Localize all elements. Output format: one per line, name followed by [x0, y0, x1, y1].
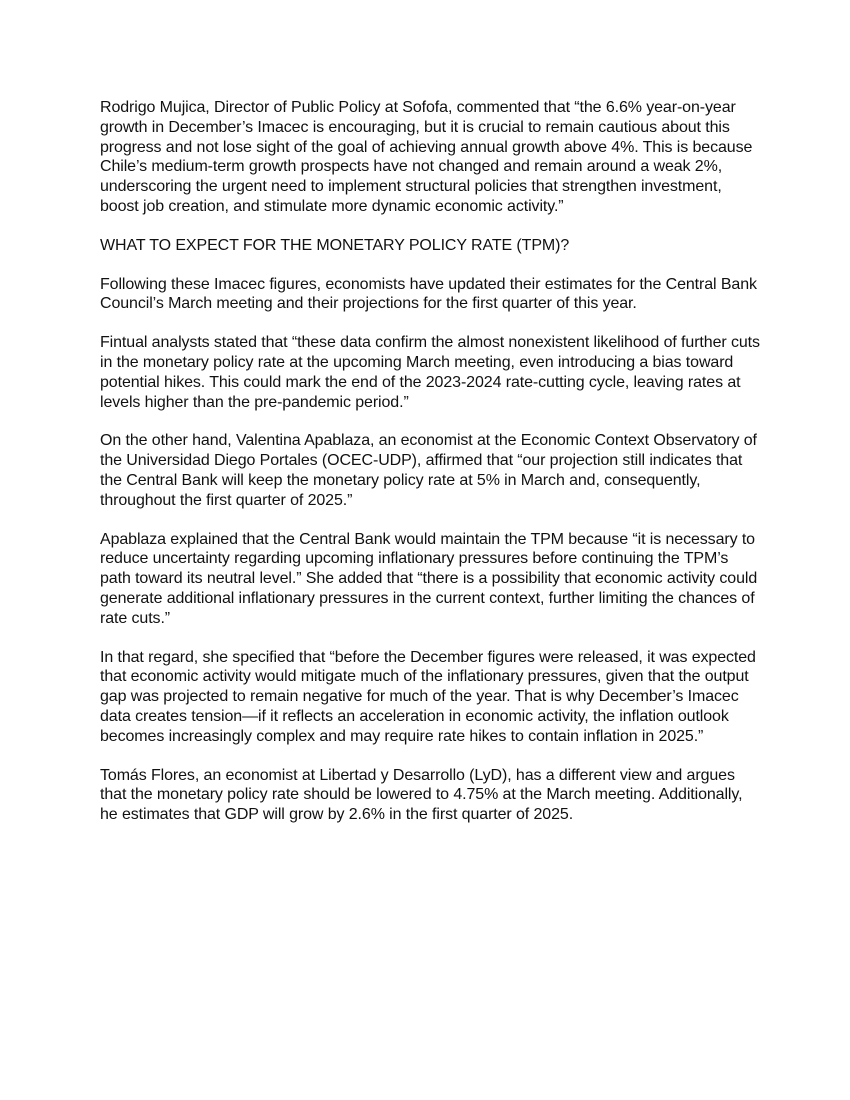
paragraph-fintual: Fintual analysts stated that “these data confirm the almost nonexistent likelihood of further cuts in the monetary policy rate at the upcoming March meeting, even introducing a bias toward potential hikes. This could mark the end of the 2023-2024 rate-cutting cycle, leaving rates at levels higher than the pre-pandemic period.”	[100, 334, 760, 411]
paragraph-mujica-quote: Rodrigo Mujica, Director of Public Policy at Sofofa, commented that “the 6.6% year-on-year growth in December’s Imacec is encouraging, but it is crucial to remain cautious about this progress and not lose sight of the goal of achieving annual growth above 4%. This is because Chile’s medium-term growth prospects have not changed and remain around a weak 2%, underscoring the urgent need to implement structural policies that strengthen investment, boost job creation, and stimulate more dynamic economic activity.”	[100, 99, 753, 215]
document-page	[100, 98, 760, 844]
paragraph-apablaza-projection: On the other hand, Valentina Apablaza, an economist at the Economic Context Observatory of the Universidad Diego Portales (OCEC-UDP), affirmed that “our projection still indicates that the Central Bank will keep the monetary policy rate at 5% in March and, consequently, throughout the first quarter of 2025.”	[100, 432, 757, 509]
paragraph-apablaza-explanation: Apablaza explained that the Central Bank would maintain the TPM because “it is necessary to reduce uncertainty regarding upcoming inflationary pressures before continuing the TPM’s path toward its neutral level.” She added that “there is a possibility that economic activity could generate additional inflationary pressures in the current context, further limiting the chances of rate cuts.”	[100, 530, 758, 627]
paragraph-inflation-tension: In that regard, she specified that “before the December figures were released, it was expected that economic activity would mitigate much of the inflationary pressures, given that the output gap was projected to remain negative for much of the year. That is why December’s Imacec data creates tension—if it reflects an acceleration in economic activity, the inflation outlook becomes increasingly complex and may require rate hikes to contain inflation in 2025.”	[100, 648, 756, 745]
paragraph-imacec-figures: Following these Imacec figures, economists have updated their estimates for the Central Bank Council’s March meeting and their projections for the first quarter of this year.	[100, 275, 757, 313]
paragraph-flores: Tomás Flores, an economist at Libertad y Desarrollo (LyD), has a different view and argues that the monetary policy rate should be lowered to 4.75% at the March meeting. Additionally, he estimates that GDP will grow by 2.6% in the first quarter of 2025.	[100, 766, 743, 824]
section-heading-tpm: WHAT TO EXPECT FOR THE MONETARY POLICY RATE (TPM)?	[100, 236, 570, 254]
